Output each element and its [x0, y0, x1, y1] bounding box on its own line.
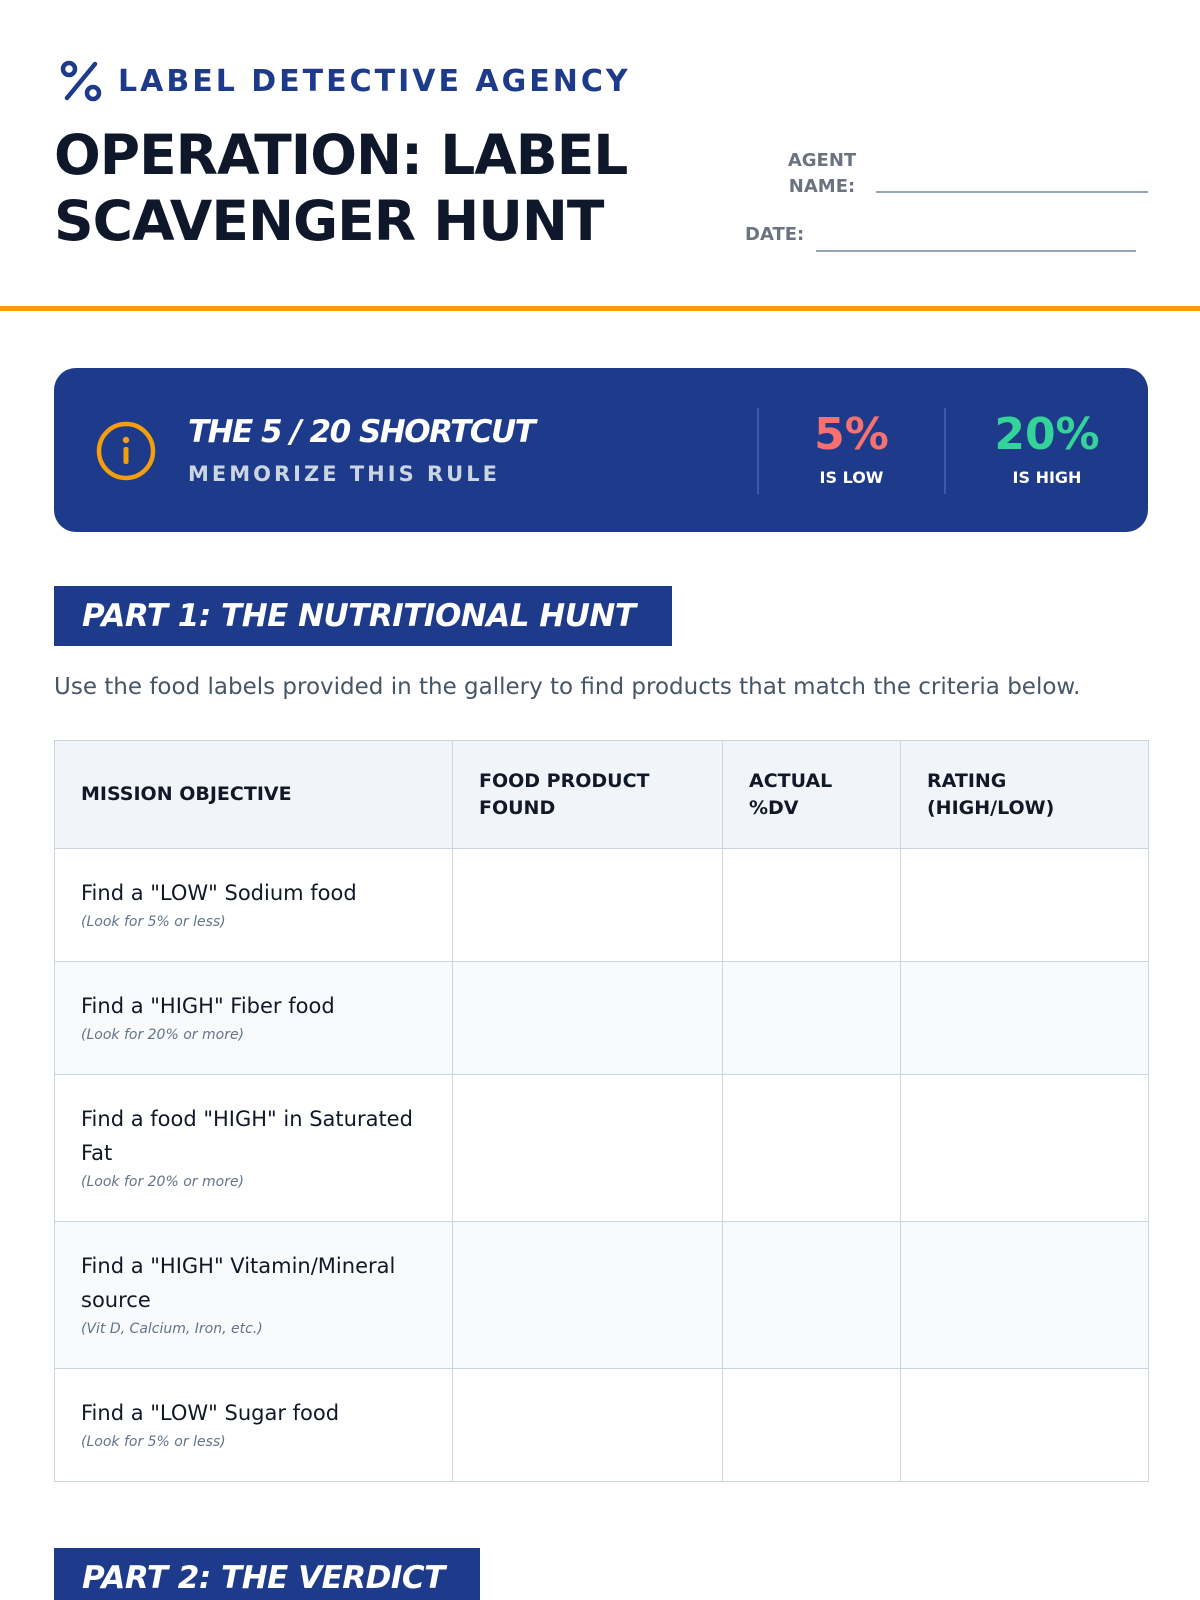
shortcut-title: THE 5 / 20 SHORTCUT — [188, 414, 535, 450]
rating-cell[interactable] — [901, 1369, 1149, 1482]
part1-heading: PART 1: THE NUTRITIONAL HUNT — [54, 586, 672, 646]
page-title — [54, 122, 734, 254]
high-threshold-caption: IS HIGH — [1012, 468, 1082, 487]
worksheet-header — [0, 0, 1200, 312]
high-threshold-stat — [946, 408, 1148, 487]
column-header-rating: RATING (HIGH/LOW) — [901, 741, 1149, 849]
objective-hint: (Look for 5% or less) — [81, 1434, 226, 1450]
food-product-cell[interactable] — [453, 1075, 723, 1222]
info-icon — [95, 420, 157, 482]
actual-dv-cell[interactable] — [723, 1075, 901, 1222]
agency-name: LABEL DETECTIVE AGENCY — [118, 63, 631, 99]
food-product-cell[interactable] — [453, 1369, 723, 1482]
high-threshold-value: 20% — [994, 409, 1100, 460]
objective-cell — [55, 849, 453, 962]
low-threshold-caption: IS LOW — [819, 468, 884, 487]
page-title-line-2: SCAVENGER HUNT — [54, 189, 604, 253]
rating-cell[interactable] — [901, 1222, 1149, 1369]
table-row — [55, 1075, 1149, 1222]
rating-cell[interactable] — [901, 962, 1149, 1075]
objective-cell — [55, 1075, 453, 1222]
date-field[interactable] — [816, 250, 1136, 252]
objective-text: Find a food "HIGH" in Saturated Fat — [81, 1107, 413, 1165]
low-threshold-value: 5% — [814, 409, 889, 460]
food-product-cell[interactable] — [453, 849, 723, 962]
agent-name-label-line-1: AGENT — [787, 150, 857, 171]
actual-dv-cell[interactable] — [723, 1222, 901, 1369]
table-header-row — [55, 741, 1149, 849]
objective-hint: (Look for 5% or less) — [81, 914, 226, 930]
objective-cell — [55, 962, 453, 1075]
nutritional-hunt-table — [54, 740, 1149, 1482]
agency-brand — [58, 58, 631, 104]
low-threshold-stat — [759, 408, 944, 487]
objective-cell — [55, 1369, 453, 1482]
shortcut-subtitle: MEMORIZE THIS RULE — [188, 462, 500, 486]
actual-dv-cell[interactable] — [723, 849, 901, 962]
actual-dv-cell[interactable] — [723, 1369, 901, 1482]
rating-cell[interactable] — [901, 849, 1149, 962]
objective-text: Find a "HIGH" Vitamin/Mineral source — [81, 1254, 396, 1312]
actual-dv-cell[interactable] — [723, 962, 901, 1075]
header-divider — [0, 306, 1200, 311]
objective-hint: (Look for 20% or more) — [81, 1174, 245, 1190]
rating-cell[interactable] — [901, 1075, 1149, 1222]
objective-text: Find a "HIGH" Fiber food — [81, 994, 335, 1018]
percent-icon — [58, 58, 104, 104]
table-row — [55, 962, 1149, 1075]
agent-name-label-line-2: NAME: — [788, 176, 856, 197]
column-header-food: FOOD PRODUCT FOUND — [453, 741, 723, 849]
agent-name-label — [780, 148, 864, 200]
table-row — [55, 1369, 1149, 1482]
food-product-cell[interactable] — [453, 962, 723, 1075]
objective-hint: (Look for 20% or more) — [81, 1027, 245, 1043]
shortcut-rule-card — [54, 368, 1148, 532]
agent-name-field[interactable] — [876, 191, 1148, 193]
part2-heading: PART 2: THE VERDICT — [54, 1548, 480, 1600]
page-title-line-1: OPERATION: LABEL — [54, 123, 628, 187]
table-row — [55, 1222, 1149, 1369]
objective-hint: (Vit D, Calcium, Iron, etc.) — [81, 1321, 263, 1337]
objective-text: Find a "LOW" Sodium food — [81, 881, 357, 905]
food-product-cell[interactable] — [453, 1222, 723, 1369]
date-label: DATE: — [745, 224, 805, 245]
column-header-dv: ACTUAL %DV — [723, 741, 901, 849]
part1-instructions: Use the food labels provided in the gallery to find products that match the criteria below. — [54, 674, 1081, 700]
objective-text: Find a "LOW" Sugar food — [81, 1401, 340, 1425]
objective-cell — [55, 1222, 453, 1369]
column-header-objective: MISSION OBJECTIVE — [55, 741, 453, 849]
table-row — [55, 849, 1149, 962]
